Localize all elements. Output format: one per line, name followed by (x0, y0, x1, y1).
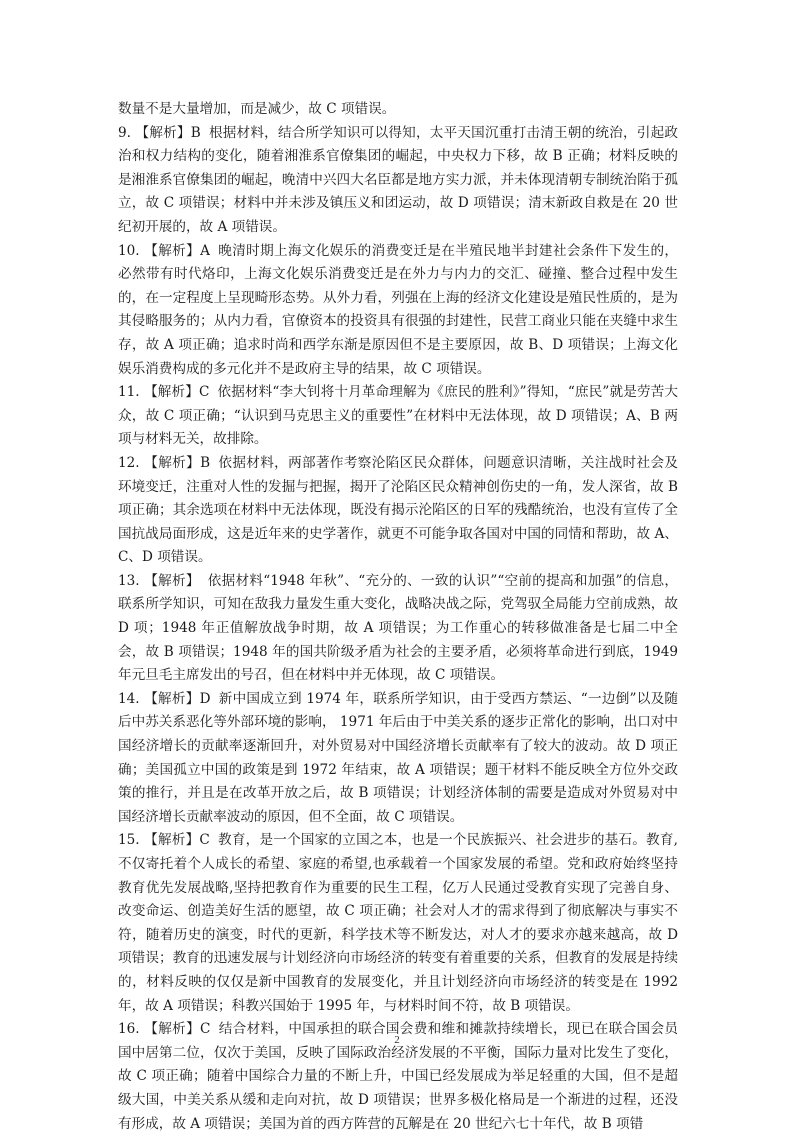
analysis-tag: 【解析】 (135, 124, 191, 141)
answer-letter: C (198, 384, 210, 401)
explanation-text: 依据材料“1948 年秋”、“充分的、一致的认识”“空前的提高和加强”的信息，联系所学知识，可知在敌我力量发生重大变化，战略决战之际，党驾驭全局能力空前成熟，故 D 项；1948 年正值解放战争时期，故 A 项错误；为工作重心的转移做准备是七届二中全会，故 B 项错误；1948 年的国共阶级矛盾为社会的主要矛盾，必须将革命进行到底，1949 年元旦毛主席发出的号召，但在材料中并无体现，故 C 项错误。 (118, 572, 678, 684)
question-number: 14. (118, 690, 140, 707)
explanation-text: 根据材料，结合所学知识可以得知，太平天国沉重打击清王朝的统治，引起政治和权力结构的变化，随着湘淮系官僚集团的崛起，中央权力下移，故 B 正确；材料反映的是湘淮系官僚集团的崛起，晚清中兴四大名臣都是地方实力派，并未体现清朝专制统治陷于孤立，故 C 项错误；材料中并未涉及镇压义和团运动，故 D 项错误；清末新政自救是在 20 世纪初开展的，故 A 项错误。 (118, 124, 679, 235)
question-number: 10. (118, 242, 140, 259)
analysis-tag: 【解析】 (144, 242, 201, 259)
explanation-item (118, 688, 678, 830)
answer-letter: C (199, 832, 210, 849)
explanation-text: 依据材料，两部著作考察沦陷区民众群体，问题意识清晰，关注战时社会及环境变迁，注重对人性的发掘与把握，揭开了沦陷区民众精神创伤史的一角，发人深省，故 B 项正确；其余选项在材料中无法体现，既没有揭示沦陷区的日军的残酷统治，也没有宣传了全国抗战局面形成，这是近年来的史学著作，就更不可能争取各国对中国的同情和帮助，故 A、C、D 项错误。 (118, 454, 679, 566)
question-number: 12. (118, 454, 140, 471)
answer-letter: A (200, 242, 210, 259)
analysis-tag: 【解析】 (144, 384, 199, 401)
explanation-text: 晚清时期上海文化娱乐的消费变迁是在半殖民地半封建社会条件下发生的，必然带有时代烙印，上海文化娱乐消费变迁是在外力与内力的交汇、碰撞、整合过程中发生的，在一定程度上呈现畸形态势。从外力看，列强在上海的经济文化建设是殖民性质的，是为其侵略服务的；从内力看，官僚资本的投资具有很强的封建性，民营工商业只能在夹缝中求生存，故 A 项正确；追求时尚和西学东渐是原因但不是主要原因，故 B、D 项错误；上海文化娱乐消费构成的多元化并不是政府主导的结果，故 C 项错误。 (118, 242, 679, 377)
explanation-item (118, 452, 678, 570)
analysis-tag: 【解析】 (144, 690, 200, 707)
answer-letter: B (200, 454, 211, 471)
explanation-text: 结合材料，中国承担的联合国会费和维和摊款持续增长，现已在联合国会员国中居第二位，仅次于美国，反映了国际政治经济发展的不平衡，国际力量对比发生了变化，故 C 项正确；随着中国综合力量的不断上升，中国已经发展成为举足轻重的大国，但不是超级大国，中美关系从缓和走向对抗，故 D 项错误；世界多极化格局是一个渐进的过程，还没有形成，故 A 项错误；美国为首的西方阵营的瓦解是在 20 世纪六七十年代，故 B 项错 (118, 1021, 679, 1132)
answer-letter: D (199, 690, 211, 707)
answer-letter: C (200, 1021, 211, 1038)
question-number: 11. (118, 384, 140, 401)
explanation-list (118, 122, 678, 1136)
explanation-text: 教育，是一个国家的立国之本，也是一个民族振兴、社会进步的基石。教育,不仅寄托着个人成长的希望、家庭的希望,也承载着一个国家发展的希望。党和政府始终坚持教育优先发展战略,坚持把教育作为重要的民生工程，亿万人民通过受教育实现了完善自身、改变命运、创造美好生活的愿望，故 C 项正确；社会对人才的需求得到了彻底解决与事实不符，随着历史的演变，时代的更新，科学技术等不断发达，对人才的要求亦越来越高，故 D 项错误；教育的迅速发展与计划经济向市场经济的转变有着重要的关系，但教育的发展是持续的，材料反映的仅仅是新中国教育的发展变化，并且计划经济向市场经济的转变是在 1992 年，故 A 项错误；科教兴国始于 1995 年，与材料时间不符，故 B 项错误。 (118, 832, 678, 1014)
question-number: 13. (118, 572, 140, 589)
explanation-item (118, 829, 678, 1018)
analysis-tag: 【解析】 (144, 572, 200, 589)
analysis-tag: 【解析】 (144, 1021, 200, 1038)
answer-letter: B (190, 124, 201, 141)
explanation-item (118, 240, 678, 382)
explanation-item (118, 122, 678, 240)
question-number: 15. (118, 832, 140, 849)
question-number: 16. (118, 1021, 140, 1038)
analysis-tag: 【解析】 (144, 832, 200, 849)
question-number: 9. (118, 124, 131, 141)
explanation-item (118, 381, 678, 452)
page-number: 2 (394, 1034, 400, 1046)
answer-explanations (118, 98, 678, 1136)
explanation-text: 新中国成立到 1974 年，联系所学知识，由于受西方禁运、“一边倒”以及随后中苏关系恶化等外部环境的影响， 1971 年后由于中美关系的逐步正常化的影响，出口对中国经济增长的贡献率逐渐回升，对外贸易对中国经济增长贡献率有了较大的波动。故 D 项正确；美国孤立中国的政策是到 1972 年结束，故 A 项错误；题干材料不能反映全方位外交政策的推行，并且是在改革开放之后，故 B 项错误；计划经济体制的需要是造成对外贸易对中国经济增长贡献率波动的原因，但不全面，故 C 项错误。 (118, 690, 679, 825)
explanation-item (118, 570, 678, 688)
analysis-tag: 【解析】 (144, 454, 201, 471)
explanation-text: 依据材料“李大钊将十月革命理解为《庶民的胜利》”得知，“庶民”就是劳苦大众，故 C 项正确；“认识到马克思主义的重要性”在材料中无法体现，故 D 项错误；A、B 两项与材料无关，故排除。 (118, 384, 678, 448)
intro-paragraph: 数量不是大量增加，而是减少，故 C 项错误。 (118, 101, 396, 117)
